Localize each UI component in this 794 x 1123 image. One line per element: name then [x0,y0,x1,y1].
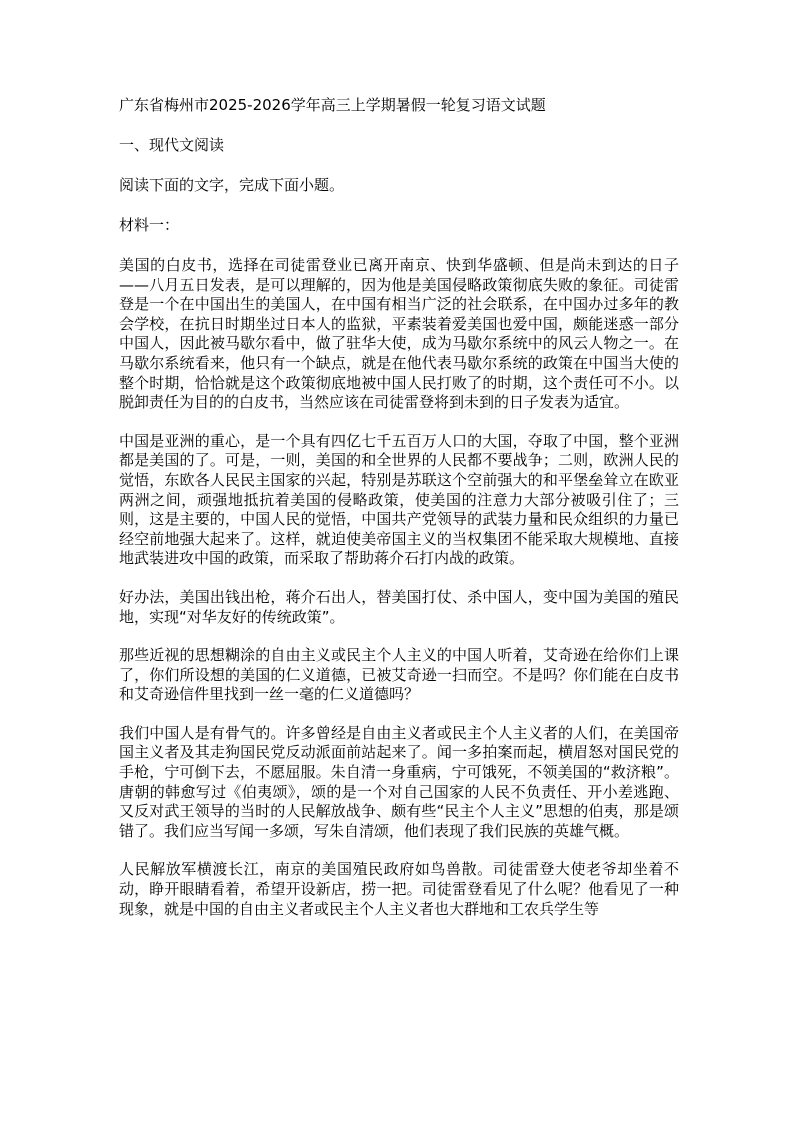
paragraph: 好办法，美国出钱出枪，蒋介石出人，替美国打仗、杀中国人，变中国为美国的殖民地，实现“对华友好的传统政策”。 [119,587,679,626]
paragraph: 美国的白皮书，选择在司徒雷登业已离开南京、快到华盛顿、但是尚未到达的日子——八月五日发表，是可以理解的，因为他是美国侵略政策彻底失败的象征。司徒雷登是一个在中国出生的美国人，在中国有相当广泛的社会联系，在中国办过多年的教会学校，在抗日时期坐过日本人的监狱，平素装着爱美国也爱中国，颇能迷惑一部分中国人，因此被马歇尔看中，做了驻华大使，成为马歇尔系统中的风云人物之一。在马歇尔系统看来，他只有一个缺点，就是在他代表马歇尔系统的政策在中国当大使的整个时期，恰恰就是这个政策彻底地被中国人民打败了的时期，这个责任可不小。以脱卸责任为目的的白皮书，当然应该在司徒雷登将到未到的日子发表为适宜。 [119,256,679,412]
exam-title: 广东省梅州市2025-2026学年高三上学期暑假一轮复习语文试题 [119,96,546,114]
paragraph: 我们中国人是有骨气的。许多曾经是自由主义者或民主个人主义者的人们，在美国帝国主义者及其走狗国民党反动派面前站起来了。闻一多拍案而起，横眉怒对国民党的手枪，宁可倒下去，不愿屈服。朱自清一身重病，宁可饿死，不领美国的“救济粮”。唐朝的韩愈写过《伯夷颂》，颂的是一个对自己国家的人民不负责任、开小差逃跑、又反对武王领导的当时的人民解放战争、颇有些“民主个人主义”思想的伯夷，那是颂错了。我们应当写闻一多颂，写朱自清颂，他们表现了我们民族的英雄气概。 [119,723,679,840]
document-page [119,95,679,938]
section-heading: 一、现代文阅读 [119,136,225,154]
paragraph: 人民解放军横渡长江，南京的美国殖民政府如鸟兽散。司徒雷登大使老爷却坐着不动，睁开眼睛看着，希望开设新店，捞一把。司徒雷登看见了什么呢？他看见了一种现象，就是中国的自由主义者或民主个人主义者也大群地和工农兵学生等 [119,860,679,918]
paragraph: 那些近视的思想糊涂的自由主义或民主个人主义的中国人听着，艾奇逊在给你们上课了，你们所设想的美国的仁义道德，已被艾奇逊一扫而空。不是吗？你们能在白皮书和艾奇逊信件里找到一丝一毫的仁义道德吗？ [119,646,679,704]
paragraph: 中国是亚洲的重心，是一个具有四亿七千五百万人口的大国，夺取了中国，整个亚洲都是美国的了。可是，一则，美国的和全世界的人民都不要战争；二则，欧洲人民的觉悟，东欧各人民民主国家的兴起，特别是苏联这个空前强大的和平堡垒耸立在欧亚两洲之间，顽强地抵抗着美国的侵略政策，使美国的注意力大部分被吸引住了；三则，这是主要的，中国人民的觉悟，中国共产党领导的武装力量和民众组织的力量已经空前地强大起来了。这样，就迫使美帝国主义的当权集团不能采取大规模地、直接地武装进攻中国的政策，而采取了帮助蒋介石打内战的政策。 [119,431,679,568]
reading-instruction: 阅读下面的文字，完成下面小题。 [119,176,345,194]
material-label: 材料一： [119,216,180,234]
